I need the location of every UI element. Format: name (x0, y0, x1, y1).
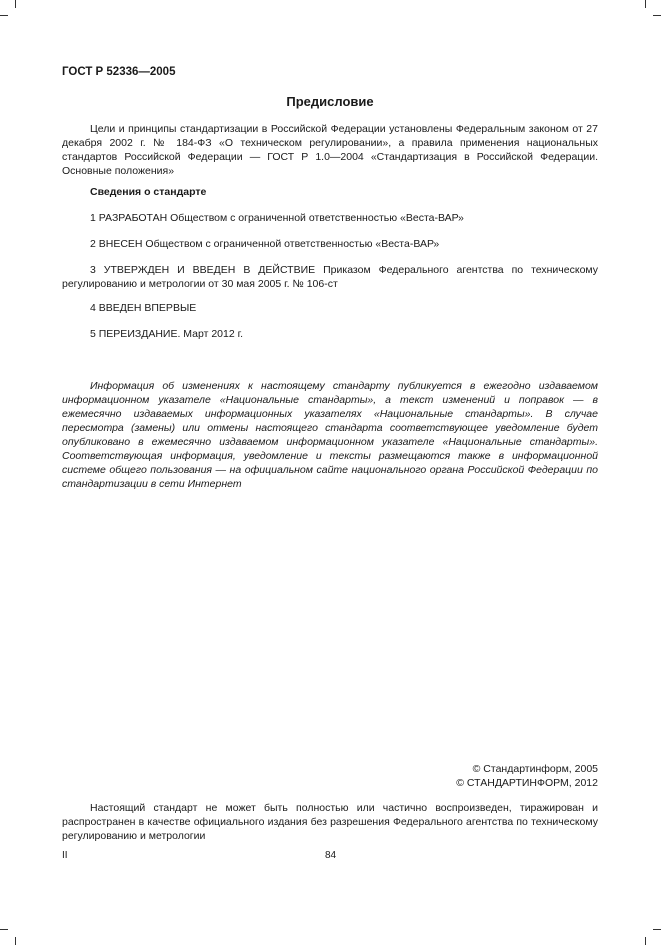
list-item: 4 ВВЕДЕН ВПЕРВЫЕ (90, 302, 197, 314)
list-item: 2 ВНЕСЕН Обществом с ограниченной ответственностью «Веста-ВАР» (90, 238, 440, 250)
page-title: Предисловие (286, 94, 374, 109)
section-heading: Сведения о стандарте (90, 186, 207, 198)
notice-paragraph: Информация об изменениях к настоящему стандарту публикуется в ежегодно издаваемом информационном указателе «Национальные стандарты», а текст изменений и поправок — в ежемесячно издаваемых информационных указателях «Национальные стандарты». В случае пересмотра (замены) или отмены настоящего стандарта соответствующее уведомление будет опубликовано в ежемесячно издаваемом информационном указателе «Национальные стандарты». Соответствующая информация, уведомление и тексты размещаются также в информационной системе общего пользования — на официальном сайте национального органа Российской Федерации по стандартизации в сети Интернет (62, 380, 598, 490)
copyright-line: © СТАНДАРТИНФОРМ, 2012 (456, 777, 598, 789)
crop-mark-bottom-right-v (645, 937, 646, 945)
crop-mark-bottom-left-h (0, 929, 8, 930)
rights-paragraph: Настоящий стандарт не может быть полностью или частично воспроизведен, тиражирован и распространен в качестве официального издания без разрешения Федерального агентства по техническому регулированию и метрологии (62, 802, 598, 842)
intro-paragraph: Цели и принципы стандартизации в Российской Федерации установлены Федеральным законом от 27 декабря 2002 г. № 184-ФЗ «О техническом регулировании», а правила применения национальных стандартов Российской Федерации — ГОСТ Р 1.0—2004 «Стандартизация в Российской Федерации. Основные положения» (62, 123, 598, 177)
crop-mark-top-right-h (653, 15, 661, 16)
crop-mark-bottom-right-h (653, 929, 661, 930)
crop-mark-top-left-v (15, 0, 16, 8)
crop-mark-top-right-v (645, 0, 646, 8)
crop-mark-bottom-left-v (15, 937, 16, 945)
list-item: 3 УТВЕРЖДЕН И ВВЕДЕН В ДЕЙСТВИЕ Приказом Федерального агентства по техническому регулированию и метрологии от 30 мая 2005 г. № 106-ст (62, 264, 598, 290)
document-code: ГОСТ Р 52336—2005 (62, 66, 176, 78)
page-number: 84 (324, 850, 337, 861)
list-item: 1 РАЗРАБОТАН Обществом с ограниченной ответственностью «Веста-ВАР» (90, 212, 464, 224)
copyright-line: © Стандартинформ, 2005 (472, 763, 598, 775)
footer-roman-numeral: II (62, 850, 68, 861)
list-item: 5 ПЕРЕИЗДАНИЕ. Март 2012 г. (90, 328, 244, 340)
crop-mark-top-left-h (0, 15, 8, 16)
